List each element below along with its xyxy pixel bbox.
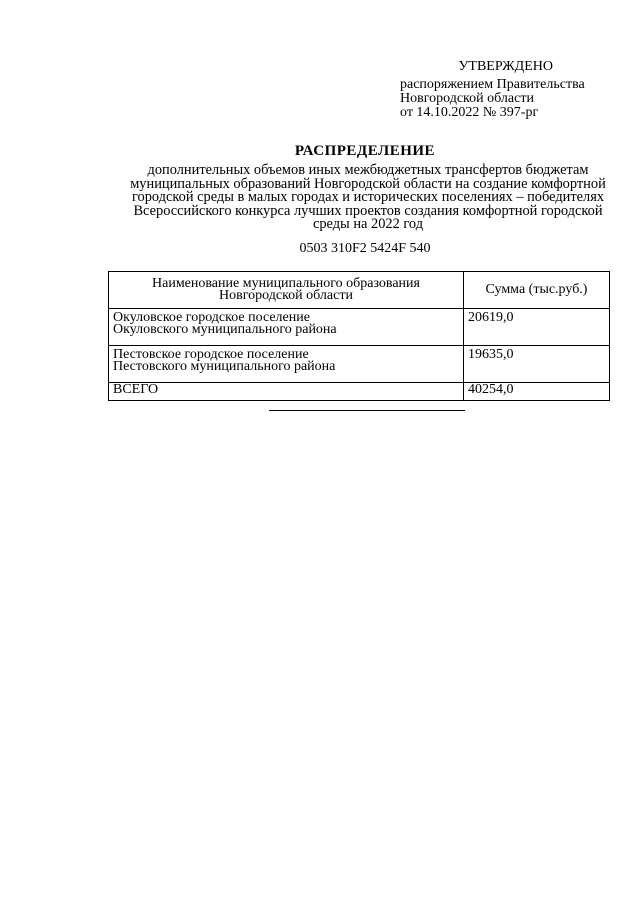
approval-line: Новгородской области <box>400 91 534 106</box>
subtitle-line: Всероссийского конкурса лучших проектов создания комфортной городской <box>133 202 603 219</box>
row-sum: 20619,0 <box>464 309 610 346</box>
header-sum: Сумма (тыс.руб.) <box>464 272 610 309</box>
total-sum: 40254,0 <box>464 383 610 401</box>
approval-block <box>400 60 620 120</box>
row-name <box>109 346 464 383</box>
row-name-line: Окуловского муниципального района <box>113 322 337 337</box>
document-title: РАСПРЕДЕЛЕНИЕ <box>294 143 436 159</box>
header-name-line: Новгородской области <box>219 288 353 303</box>
row-name <box>109 309 464 346</box>
table-total-row <box>109 383 610 401</box>
budget-code: 0503 310F2 5424F 540 <box>299 241 431 256</box>
subtitle-line: муниципальных образований Новгородской области на создание комфортной <box>130 175 606 192</box>
header-name <box>109 272 464 309</box>
approved-label: УТВЕРЖДЕНО <box>458 59 553 74</box>
row-name-line: Пестовского муниципального района <box>113 359 336 374</box>
approval-line: от 14.10.2022 № 397-рг <box>400 105 539 120</box>
table-row <box>109 346 610 383</box>
distribution-table <box>108 271 610 401</box>
document-subtitle <box>104 164 632 232</box>
subtitle-line: дополнительных объемов иных межбюджетных трансфертов бюджетам <box>147 162 589 178</box>
table-header-row <box>109 272 610 309</box>
total-label: ВСЕГО <box>109 383 464 401</box>
subtitle-line: городской среды в малых городах и исторических поселениях – победителях <box>131 189 605 205</box>
row-name-line: Пестовское городское поселение <box>113 347 309 362</box>
end-divider <box>269 410 465 411</box>
table-row <box>109 309 610 346</box>
header-name-line: Наименование муниципального образования <box>152 276 420 291</box>
row-name-line: Окуловское городское поселение <box>113 310 310 325</box>
approval-line: распоряжением Правительства <box>400 77 585 92</box>
row-sum: 19635,0 <box>464 346 610 383</box>
subtitle-line: среды на 2022 год <box>312 216 424 232</box>
